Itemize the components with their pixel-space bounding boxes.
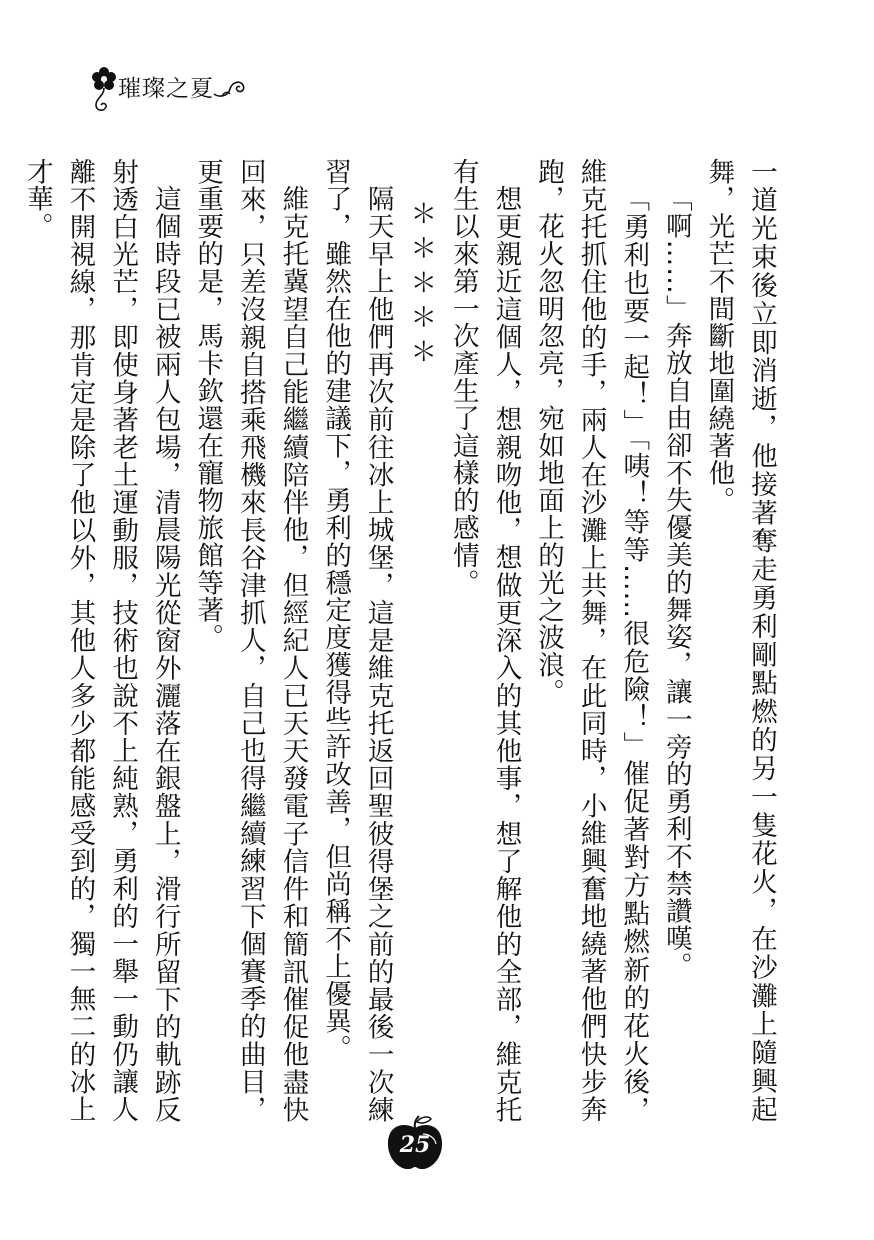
body-text <box>15 158 782 1123</box>
paragraph: 一道光束後立即消逝，他接著奪走勇利剛點燃的另一隻花火，在沙灘上隨興起舞，光芒不間斷地圍繞著他。 <box>703 158 777 1123</box>
section-separator: ＊＊＊＊＊ <box>405 200 437 373</box>
swirl-ornament-icon <box>212 76 246 100</box>
paragraph: 想更親近這個人，想親吻他，想做更深入的其他事，想了解他的全部，維克托有生以來第一次產生了這樣的感情。 <box>447 158 522 1123</box>
paragraph: 「啊……」奔放自由卻不失優美的舞姿，讓一旁的勇利不禁讚嘆。 <box>660 184 692 980</box>
page-number-badge <box>383 1114 447 1172</box>
book-title: 璀璨之夏 <box>118 76 214 102</box>
paragraph: 這個時段已被兩人包場，清晨陽光從窗外灑落在銀盤上，滑行所留下的軌跡反射透白光芒，即使身著老土運動服，技術也說不上純熟，勇利的一舉一動仍讓人離不開視線，那肯定是除了他以外，其他人多少都能感受到的，獨一無二的冰上才華。 <box>21 158 181 1123</box>
page-number: 25 <box>399 1132 431 1158</box>
flower-ornament-icon <box>88 64 120 116</box>
running-header <box>88 62 248 118</box>
paragraph: 維克托冀望自己能繼續陪伴他，但經紀人已天天發電子信件和簡訊催促他盡快回來，只差沒親自搭乘飛機來長谷津抓人，自己也得繼續練習下個賽季的曲目，更重要的是，馬卡欽還在寵物旅館等著。 <box>192 158 309 1123</box>
paragraph: 「勇利也要一起！」「咦！等等……很危險！」催促著對方點燃新的花火後，維克托抓住他的手，兩人在沙灘上共舞，在此同時，小維興奮地繞著他們快步奔跑，花火忽明忽亮，宛如地面上的光之波浪。 <box>533 158 650 1123</box>
paragraph: 隔天早上他們再次前往冰上城堡，這是維克托返回聖彼得堡之前的最後一次練習了，雖然在他的建議下，勇利的穩定度獲得些許改善，但尚稱不上優異。 <box>320 158 394 1123</box>
